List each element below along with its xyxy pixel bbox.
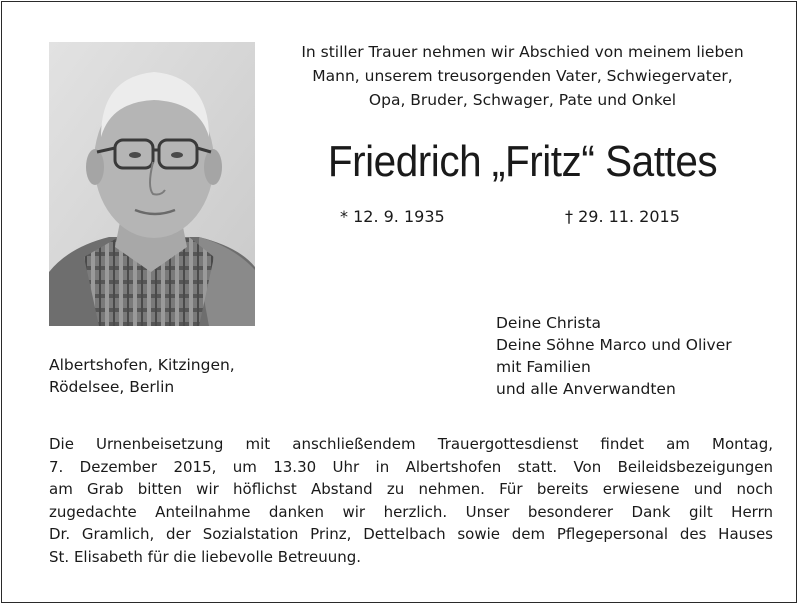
notice-line: am Grab bitten wir höflichst Abstand zu nehmen. Für bereits erwiesene und noch — [49, 480, 773, 498]
death-date: † 29. 11. 2015 — [565, 207, 680, 226]
mourner-line: mit Familien — [496, 358, 591, 376]
places — [49, 354, 235, 398]
portrait-photo — [49, 42, 255, 326]
mourner-line: Deine Christa — [496, 314, 602, 332]
notice-line: Dr. Gramlich, der Sozialstation Prinz, Dettelbach sowie dem Pflegepersonal des Hauses — [49, 525, 773, 543]
notice-line: zugedachte Anteilnahme danken wir herzlich. Unser besonderer Dank gilt Herrn — [49, 502, 773, 521]
mourner-line: Deine Söhne Marco und Oliver — [496, 336, 732, 354]
places-line: Albertshofen, Kitzingen, — [49, 356, 235, 374]
portrait-image — [49, 42, 255, 326]
places-line: Rödelsee, Berlin — [49, 378, 175, 396]
birth-date: * 12. 9. 1935 — [340, 207, 445, 226]
intro-line: Mann, unserem treusorgenden Vater, Schwiegervater, — [312, 67, 733, 85]
notice-line: 7. Dezember 2015, um 13.30 Uhr in Albertshofen statt. Von Beileidsbezeigungen — [49, 457, 773, 476]
intro-text — [270, 40, 775, 112]
notice-line: St. Elisabeth für die liebevolle Betreuung. — [49, 547, 362, 566]
intro-line: In stiller Trauer nehmen wir Abschied von meinem lieben — [301, 43, 744, 61]
notice-line: Die Urnenbeisetzung mit anschließendem Trauergottesdienst findet am Montag, — [49, 435, 773, 453]
deceased-name: Friedrich „Fritz“ Sattes — [327, 137, 718, 186]
mourners-list — [496, 312, 732, 400]
funeral-notice — [49, 433, 773, 568]
intro-line: Opa, Bruder, Schwager, Pate und Onkel — [368, 91, 677, 109]
mourner-line: und alle Anverwandten — [496, 380, 676, 398]
